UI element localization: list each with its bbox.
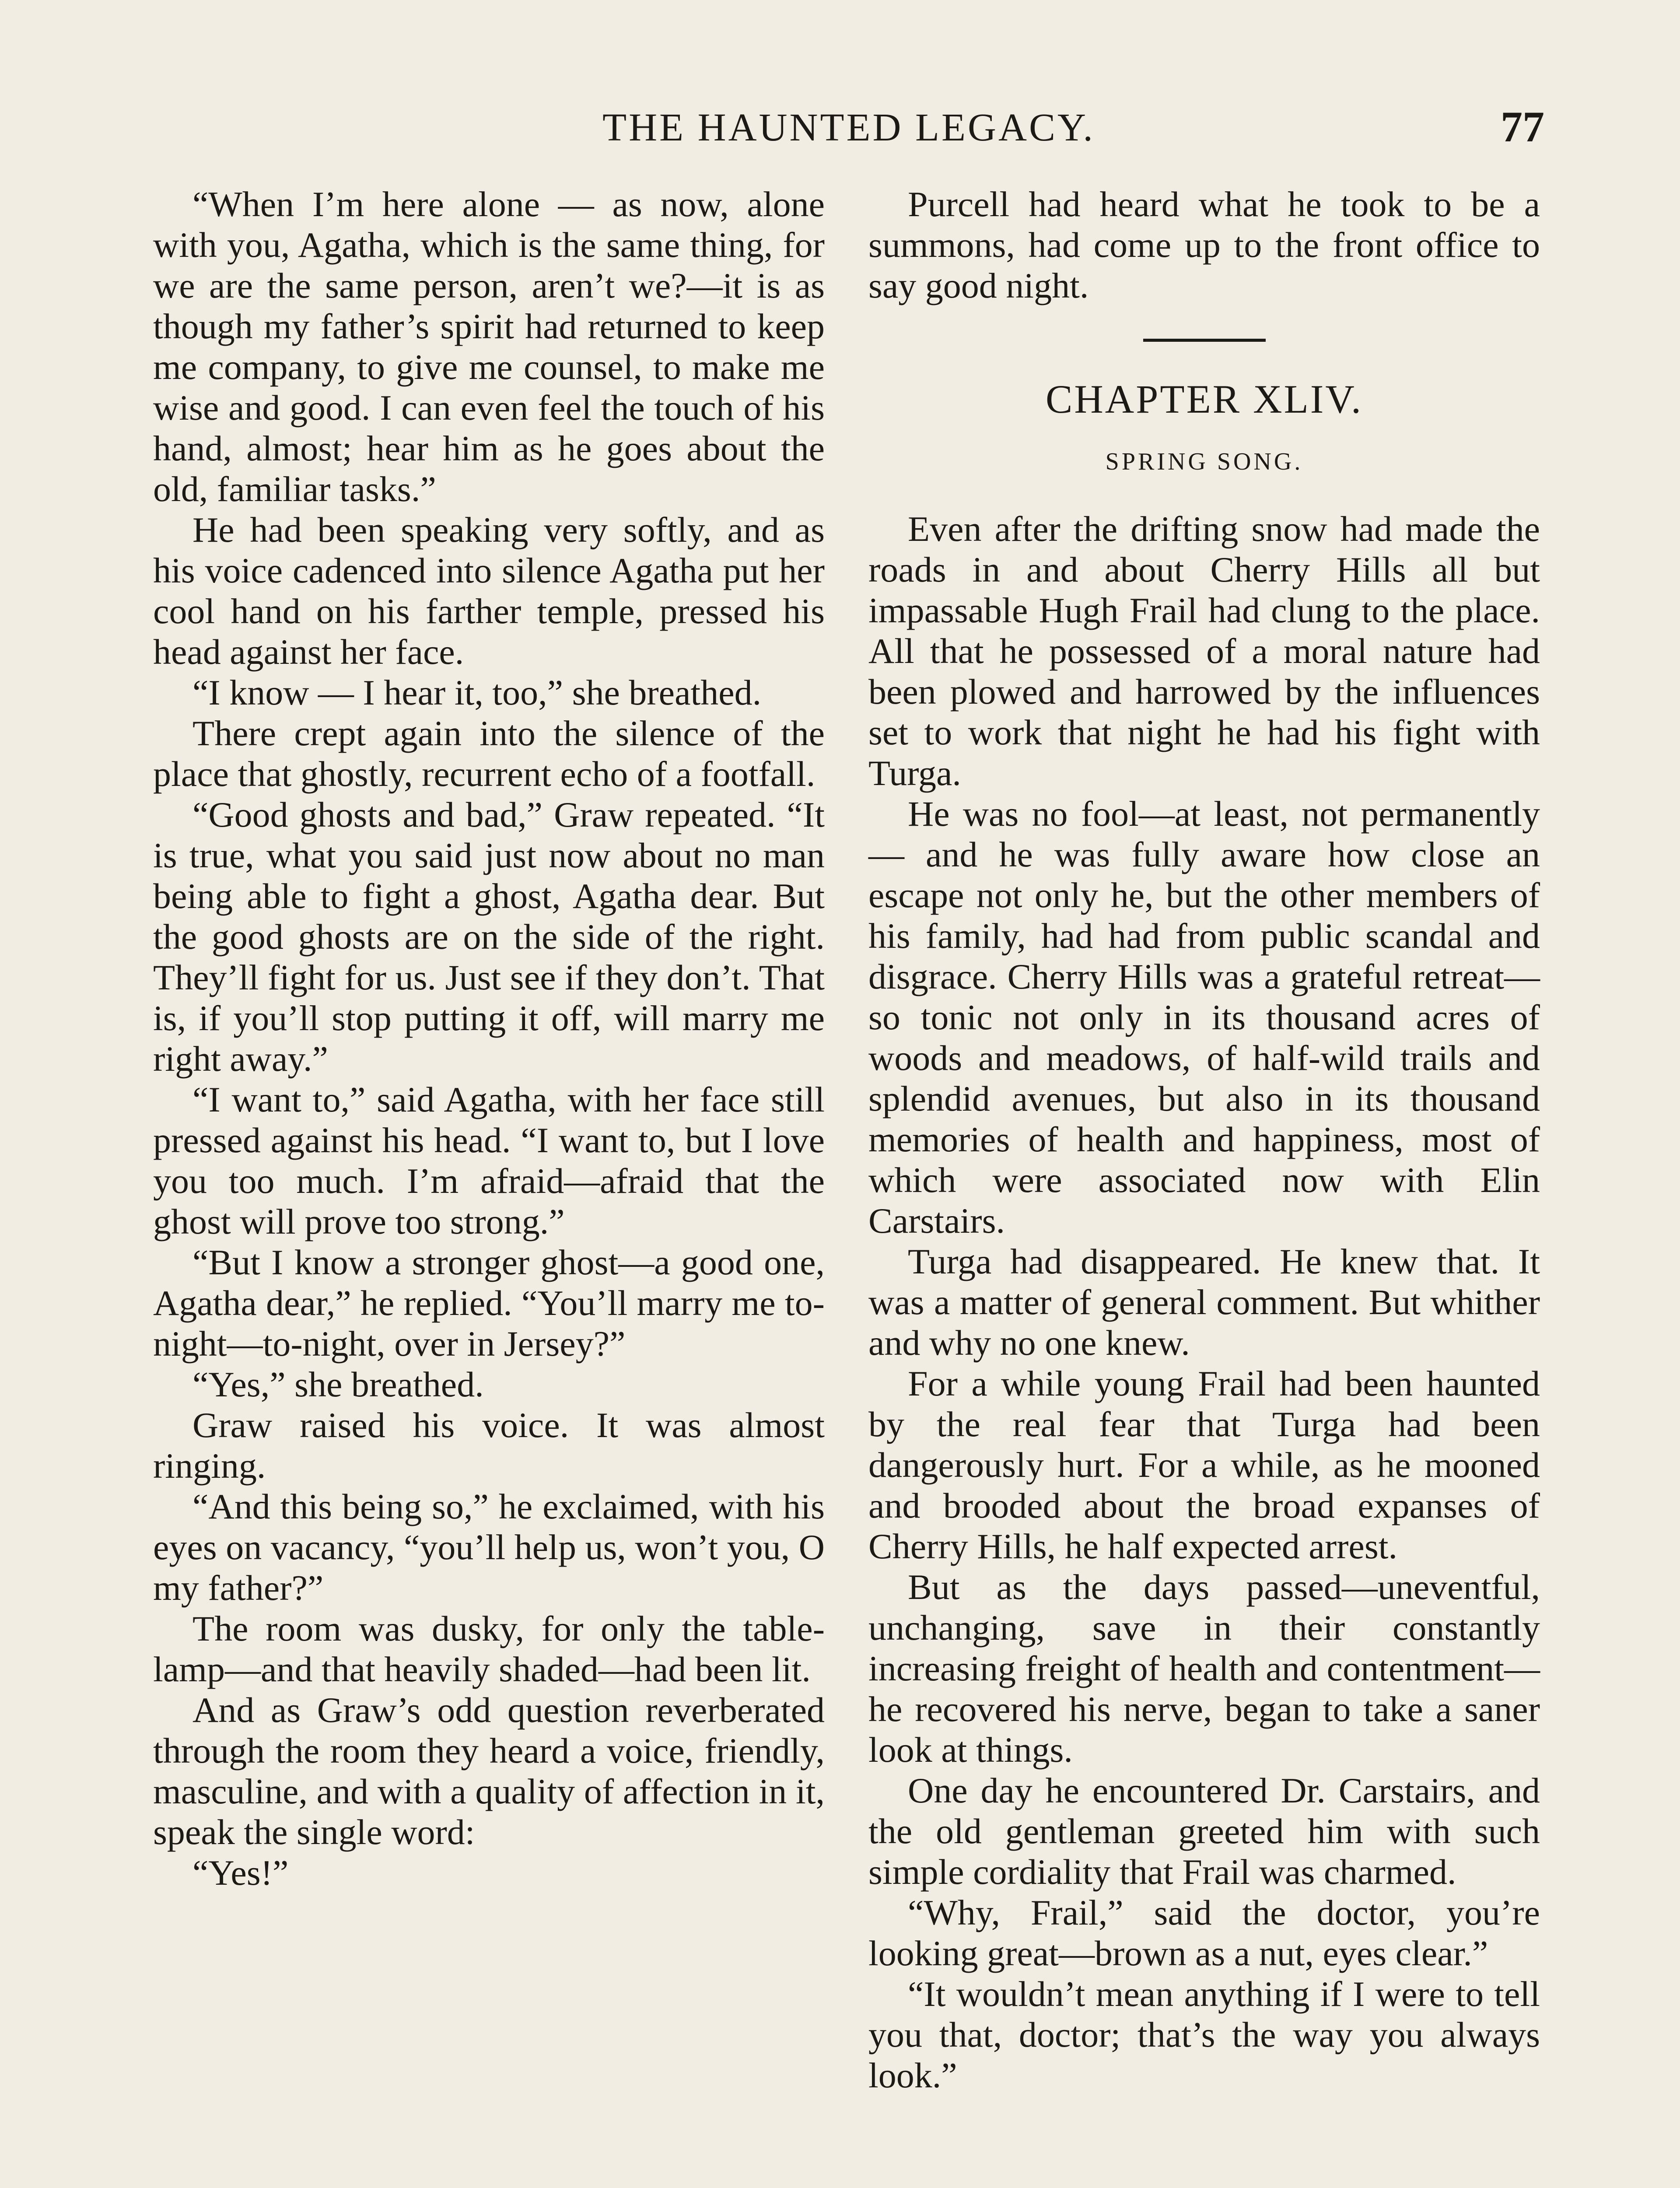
paragraph: And as Graw’s odd question reverberated through the room they heard a voice, friendly, masculine, and with a quality of affection in it, speak the single word: xyxy=(153,1690,825,1852)
book-title: THE HAUNTED LEGACY. xyxy=(602,106,1095,149)
paragraph: “Yes,” she breathed. xyxy=(192,1364,484,1404)
paragraph: “Yes!” xyxy=(192,1853,289,1893)
paragraph: Turga had disappeared. He knew that. It was a matter of general comment. But whither and why no one knew. xyxy=(868,1241,1540,1363)
paragraph: Purcell had heard what he took to be a summons, had come up to the front office to say good night. xyxy=(868,184,1540,305)
paragraph: “Why, Frail,” said the doctor, you’re looking great—brown as a nut, eyes clear.” xyxy=(868,1893,1540,1973)
paragraph: “It wouldn’t mean anything if I were to tell you that, doctor; that’s the way you always look.” xyxy=(868,1974,1540,2095)
paragraph: He was no fool—at least, not permanently — and he was fully aware how close an escape not only he, but the other members of his family, had had from public scandal and disgrace. Cherry Hills was a grateful retreat—so tonic not only in its thousand acres of woods and meadows, of half-wild trails and splendid avenues, but also in its thousand memories of health and happiness, most of which were associated now with Elin Carstairs. xyxy=(868,794,1540,1241)
paragraph: “When I’m here alone — as now, alone with you, Agatha, which is the same thing, for we are the same person, aren’t we?—it is as though my father’s spirit had returned to keep me company, to give me counsel, to make me wise and good. I can even feel the touch of his hand, almost; hear him as he goes about the old, familiar tasks.” xyxy=(153,184,825,509)
paragraph: But as the days passed—uneventful, unchanging, save in their constantly increasing freight of health and contentment—he recovered his nerve, began to take a saner look at things. xyxy=(868,1567,1540,1770)
paragraph: Even after the drifting snow had made the roads in and about Cherry Hills all but impassable Hugh Frail had clung to the place. All that he possessed of a moral nature had been plowed and harrowed by the influences set to work that night he had his fight with Turga. xyxy=(868,509,1540,793)
page-number: 77 xyxy=(1501,102,1544,151)
paragraph: “I want to,” said Agatha, with her face still pressed against his head. “I want to, but I love you too much. I’m afraid—afraid that the ghost will prove too strong.” xyxy=(153,1080,825,1241)
paragraph: The room was dusky, for only the table-lamp—and that heavily shaded—had been lit. xyxy=(153,1609,825,1689)
paragraph: “Good ghosts and bad,” Graw repeated. “It is true, what you said just now about no man being able to fight a ghost, Agatha dear. But the good ghosts are on the side of the right. They’ll fight for us. Just see if they don’t. That is, if you’ll stop putting it off, will marry me right away.” xyxy=(153,795,825,1079)
section-divider xyxy=(1143,339,1266,342)
paragraph: “And this being so,” he exclaimed, with his eyes on vacancy, “you’ll help us, won’t you, O my father?” xyxy=(153,1487,825,1608)
paragraph: “But I know a stronger ghost—a good one, Agatha dear,” he replied. “You’ll marry me to-night—to-night, over in Jersey?” xyxy=(153,1242,825,1364)
paragraph: He had been speaking very softly, and as his voice cadenced into silence Agatha put her cool hand on his farther temple, pressed his head against her face. xyxy=(153,510,825,672)
paragraph: One day he encountered Dr. Carstairs, and the old gentleman greeted him with such simple cordiality that Frail was charmed. xyxy=(868,1771,1540,1892)
running-head xyxy=(153,102,1544,158)
chapter-heading: CHAPTER XLIV. xyxy=(1045,377,1363,421)
paragraph: Graw raised his voice. It was almost ringing. xyxy=(153,1405,825,1486)
right-column xyxy=(868,184,1540,2096)
chapter-subtitle: SPRING SONG. xyxy=(1105,448,1303,475)
paragraph: For a while young Frail had been haunted by the real fear that Turga had been dangerously hurt. For a while, as he mooned and brooded about the broad expanses of Cherry Hills, he half expected arrest. xyxy=(868,1364,1540,1566)
left-column xyxy=(153,184,825,1893)
paragraph: There crept again into the silence of the place that ghostly, recurrent echo of a footfall. xyxy=(153,713,825,794)
paragraph: “I know — I hear it, too,” she breathed. xyxy=(192,673,762,712)
